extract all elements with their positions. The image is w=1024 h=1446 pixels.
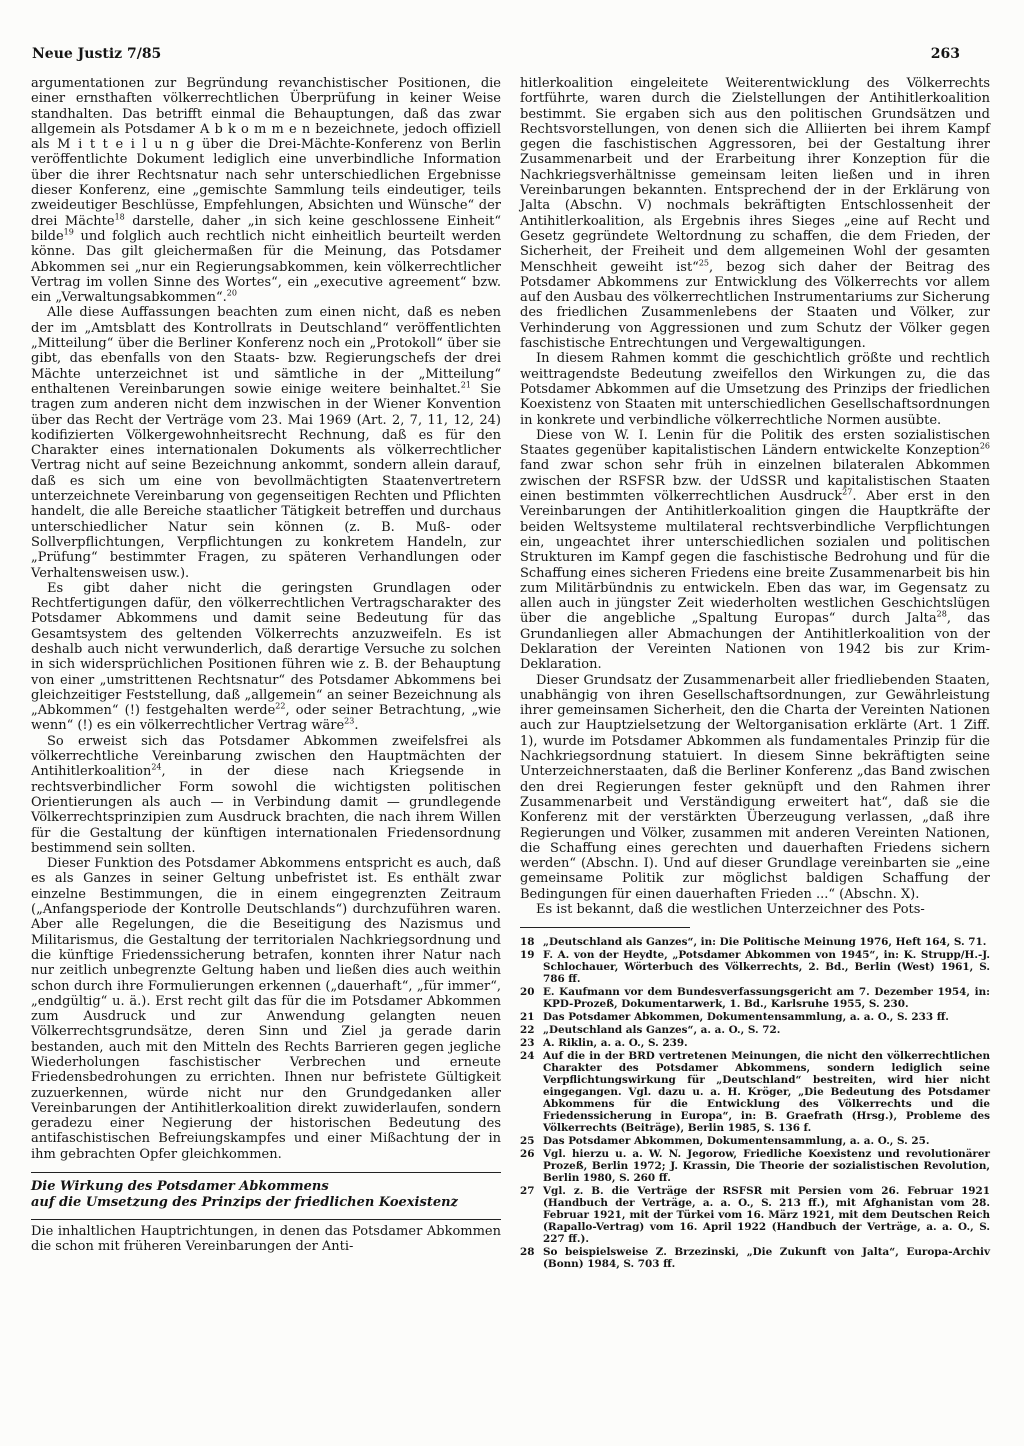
footnote-number: 19 [520, 949, 535, 962]
footnote-number: 18 [520, 936, 535, 949]
footnote-text: E. Kaufmann vor dem Bundesverfassungsgericht am 7. Dezember 1954, in: KPD-Prozeß, Dokumentarwerk, 1. Bd., Karlsruhe 1955, S. 230. [543, 986, 990, 1011]
footnote-text: „Deutschland als Ganzes“, in: Die Politische Meinung 1976, Heft 164, S. 71. [543, 936, 987, 949]
footnote-number: 21 [520, 1011, 535, 1024]
paragraph: Dieser Grundsatz der Zusammenarbeit aller friedliebenden Staaten, unabhängig von ihren Gesellschaftsordnungen, zur Gewährleistung ihrer gemeinsamen Sicherheit, den die Charta der Vereinten Nationen auch zur Hauptzielsetzung der Weltorganisation erklärte (Art. 1 Ziff. 1), wurde im Potsdamer Abkommen als fundamentales Prinzip für die Nachkriegsordnung statuiert. In diesem Sinne bekräftigten seine Unterzeichnerstaaten, daß die Berliner Konferenz „das Band zwischen den drei Regierungen fester geknüpft und den Rahmen ihrer Zusammenarbeit und Verständigung erweitert hat“, daß sie die Konferenz mit der verstärkten Überzeugung verlassen, „daß ihre Regierungen und Völker, zusammen mit anderen Vereinten Nationen, die Schaffung eines gerechten und dauerhaften Friedens sichern werden“ (Abschn. I). Und auf dieser Grundlage vereinbarten sie „eine gemeinsame Politik zur möglichst baldigen Schaffung der Bedingungen für einen dauerhaften Frieden ...“ (Abschn. X). [520, 672, 990, 902]
paragraph: Dieser Funktion des Potsdamer Abkommens entspricht es auch, daß es als Ganzes in seiner Geltung unbefristet ist. Es enthält zwar einzelne Bestimmungen, die in einem eingegrenzten Zeitraum („Anfangsperiode der Kontrolle Deutschlands“) durchzuführen waren. Aber alle Regelungen, die die Beseitigung des Nazismus und Militarismus, die Gestaltung der territorialen Nachkriegsordnung und die künftige Friedenssicherung betrafen, konnten ihrer Natur nach nur zeitlich unbegrenzte Geltung haben und ließen dies auch weithin schon durch ihre Formulierungen erkennen („dauerhaft“, „für immer“, „endgültig“ u. ä.). Erst recht gilt das für die im Potsdamer Abkommen zum Ausdruck und zur Anwendung gelangten neuen Völkerrechtsgrundsätze, deren Sinn und Ziel ja gerade darin bestanden, auch mit den Mitteln des Rechts Barrieren gegen jegliche Wiederholungen faschistischer Verbrechen und erneute Friedensbedrohungen zu errichten. Ihnen nur befristete Gültigkeit zuzuerkennen, würde nicht nur den Grundgedanken aller Vereinbarungen der Antihitlerkoalition direkt zuwiderlaufen, sondern geradezu einer Negierung der historischen Bedeutung des antifaschistischen Befreiungskampfes und einer Mißachtung der in ihm gebrachten Opfer gleichkommen. [31, 856, 501, 1162]
paragraph: In diesem Rahmen kommt die geschichtlich größte und rechtlich weittragendste Bedeutung zweifellos den Wirkungen zu, die das Potsdamer Abkommen auf die Umsetzung des Prinzips der friedlichen Koexistenz von Staaten mit unterschiedlichen Gesellschaftsordnungen in konkrete und verbindliche völkerrechtliche Normen ausübte. [520, 351, 990, 428]
footnote [520, 949, 990, 985]
paragraph: Alle diese Auffassungen beachten zum einen nicht, daß es neben der im „Amtsblatt des Kontrollrats in Deutschland“ veröffentlichten „Mitteilung“ über die Berliner Konferenz noch ein „Protokoll“ über sie gibt, das ebenfalls von den Staats- bzw. Regierungschefs der drei Mächte unterzeichnet ist und sämtliche in der „Mitteilung“ enthaltenen Vereinbarungen sowie einige weitere beinhaltet.$^{21}$ Sie tragen zum anderen nicht dem inzwischen in der Wiener Konvention über das Recht der Verträge vom 23. Mai 1969 (Art. 2, 7, 11, 12, 24) kodifizierten Völkergewohnheitsrecht Rechnung, daß es für den Charakter eines internationalen Dokuments als völkerrechtlicher Vertrag nicht auf seine Bezeichnung ankommt, sondern allein darauf, daß es sich um eine von bevollmächtigten Staatenvertretern unterzeichnete Vereinbarung von gegenseitigen Rechten und Pflichten handelt, die alle Bereiche staatlicher Tätigkeit betreffen und durchaus unterschiedlicher Natur sein können (z. B. Muß- oder Sollverpflichtungen, Verpflichtungen zu konkretem Handeln, zur „Prüfung“ bestimmter Fragen, zu späteren Verhandlungen oder Verhaltensweisen usw.). [31, 305, 501, 581]
footnote-ref[interactable]: 20 [226, 288, 237, 298]
paragraph: argumentationen zur Begründung revanchistischer Positionen, die einer ernsthaften völkerrechtlichen Überprüfung in keiner Weise standhalten. Das betrifft einmal die Behauptungen, daß das zwar allgemein als Potsdamer A b k o m m e n bezeichnete, jedoch offiziell als M i t t e i l u n g über die Drei-Mächte-Konferenz von Berlin veröffentlichte Dokument lediglich eine unverbindliche Information über die ihrer Rechtsnatur nach sehr unterschiedlichen Ergebnisse dieser Konferenz, eine „gemischte Sammlung teils eindeutiger, teils zweideutiger Beschlüsse, Empfehlungen, Absichten und Wünsche“ der drei Mächte$^{18}$ darstelle, daher „in sich keine geschlossene Einheit“ bilde$^{19}$ und folglich auch rechtlich nicht einheitlich beurteilt werden könne. Das gilt gleichermaßen für die Meinung, das Potsdamer Abkommen sei „nur ein Regierungsabkommen, kein völkerrechtlicher Vertrag im vollen Sinne des Wortes“, ein „executive agreement“ bzw. ein „Verwaltungsabkommen“.$^{20}$ [31, 76, 501, 306]
section-divider [31, 1172, 501, 1173]
footnote [520, 1135, 990, 1147]
section-divider [31, 1219, 501, 1220]
footnote [520, 936, 990, 948]
footnote [520, 1037, 990, 1049]
paragraph: Es ist bekannt, daß die westlichen Unterzeichner des Pots- [536, 902, 925, 918]
footnote-text: „Deutschland als Ganzes“, a. a. O., S. 72. [543, 1024, 781, 1037]
paragraph: Diese von W. I. Lenin für die Politik des ersten sozialistischen Staates gegenüber kapitalistischen Ländern entwickelte Konzeption$^{26}$ fand zwar schon sehr früh in einzelnen bilateralen Abkommen zwischen der RSFSR bzw. der UdSSR und kapitalistischen Staaten einen bestimmten völkerrechtlichen Ausdruck$^{27}$. Aber erst in den Vereinbarungen der Antihitlerkoalition gingen die Hauptkräfte der beiden Weltsysteme multilateral rechtsverbindliche Verpflichtungen ein, ungeachtet ihrer unterschiedlichen sozialen und politischen Strukturen im Kampf gegen die faschistische Bedrohung und für die Schaffung eines sicheren Friedens eine breite Zusammenarbeit bis hin zum Militärbündnis zu entwickeln. Eben das war, im Gegensatz zu allen auch in jüngster Zeit wiederholten westlichen Geschichtslügen über die angebliche „Spaltung Europas“ durch Jalta$^{28}$, das Grundanliegen aller Abmachungen der Antihitlerkoalition von der Deklaration der Vereinten Nationen von 1942 bis zur Krim-Deklaration. [520, 427, 990, 673]
footnote [520, 1148, 990, 1184]
left-column [31, 76, 501, 1255]
footnote-ref[interactable]: 22 [275, 701, 286, 711]
footnote [520, 1050, 990, 1134]
footnote-text: Das Potsdamer Abkommen, Dokumentensammlung, a. a. O., S. 233 ff. [543, 1011, 949, 1024]
paragraph: Es gibt daher nicht die geringsten Grundlagen oder Rechtfertigungen dafür, den völkerrechtlichen Vertragscharakter des Potsdamer Abkommens und damit seine Bedeutung für das Gesamtsystem des geltenden Völkerrechts anzuzweifeln. Es ist deshalb auch nicht verwunderlich, daß derartige Versuche zu solchen in sich widersprüchlichen Positionen führen wie z. B. der Behauptung von einer „umstrittenen Rechtsnatur“ des Potsdamer Abkommens bei gleichzeitiger Feststellung, daß „allgemein“ an seiner Bezeichnung als „Abkommen“ (!) festgehalten werde$^{22}$, oder seiner Betrachtung, „wie wenn“ (!) es ein völkerrechtlicher Vertrag wäre$^{23}$. [31, 580, 501, 734]
page-number: 263 [930, 46, 960, 62]
footnote-number: 20 [520, 986, 535, 999]
footnote-text: So beispielsweise Z. Brzezinski, „Die Zukunft von Jalta“, Europa-Archiv (Bonn) 1984, S. 703 ff. [543, 1246, 990, 1271]
footnote-text: Das Potsdamer Abkommen, Dokumentensammlung, a. a. O., S. 25. [543, 1135, 930, 1148]
footnote [520, 986, 990, 1010]
footnote-number: 24 [520, 1050, 535, 1063]
right-column [520, 76, 990, 1271]
footnote-ref[interactable]: 26 [979, 441, 990, 451]
footnote-ref[interactable]: 21 [460, 380, 471, 390]
footnote [520, 1246, 990, 1270]
footnote-ref[interactable]: 19 [63, 227, 74, 237]
paragraph: Die inhaltlichen Hauptrichtungen, in denen das Potsdamer Abkommen die schon mit früheren Vereinbarungen der Anti- [31, 1224, 501, 1255]
footnote-text: A. Riklin, a. a. O., S. 239. [543, 1037, 688, 1050]
footnote-ref[interactable]: 23 [344, 717, 355, 727]
journal-header: Neue Justiz 7/85 [32, 46, 162, 62]
footnote-number: 27 [520, 1185, 535, 1198]
section-heading: Die Wirkung des Potsdamer Abkommens auf die Umsetzung des Prinzips der friedlichen Koexistenz [31, 1179, 458, 1211]
footnote-ref[interactable]: 25 [698, 258, 710, 268]
paragraph: hitlerkoalition eingeleitete Weiterentwicklung des Völkerrechts fortführte, waren durch die Zielstellungen der Antihitlerkoalition bestimmt. Sie ergaben sich aus den politischen Grundsätzen und Rechtsvorstellungen, von denen sich die Alliierten bei ihrem Kampf gegen die faschistischen Aggressoren, bei der Gestaltung ihrer Zusammenarbeit und der Erarbeitung ihrer Konzeption für die Nachkriegsverhältnisse gemeinsam leiten ließen und in ihren Vereinbarungen bekannten. Entsprechend der in der Erklärung von Jalta (Abschn. V) nochmals bekräftigten Entschlossenheit der Antihitlerkoalition, als Ergebnis ihres Sieges „eine auf Recht und Gesetz gegründete Weltordnung zu schaffen, die dem Frieden, der Sicherheit, der Freiheit und dem allgemeinen Wohl der gesamten Menschheit geweiht ist“$^{25}$, bezog sich daher der Beitrag des Potsdamer Abkommens zur Entwicklung des Völkerrechts vor allem auf den Ausbau des völkerrechtlichen Instrumentariums zur Sicherung des friedlichen Zusammenlebens der Staaten und Völker, zur Verhinderung von Aggressionen und zum Schutz der Völker gegen faschistische Entrechtungen und Vergewaltigungen. [520, 76, 990, 352]
footnote-ref[interactable]: 28 [936, 610, 947, 620]
footnote-divider [520, 927, 690, 928]
footnote-text: Auf die in der BRD vertretenen Meinungen, die nicht den völkerrechtlichen Charakter des Potsdamer Abkommens, sondern lediglich seine Verpflichtungswirkung für „Deutschland“ bestreiten, wird hier nicht eingegangen. Vgl. dazu u. a. H. Kröger, „Die Bedeutung des Potsdamer Abkommens für die Entwicklung des Völkerrechts und die Friedenssicherung in Europa“, in: B. Graefrath (Hrsg.), Probleme des Völkerrechts (Beiträge), Berlin 1985, S. 136 f. [543, 1050, 990, 1135]
footnote [520, 1024, 990, 1036]
footnote-text: F. A. von der Heydte, „Potsdamer Abkommen von 1945“, in: K. Strupp/H.-J. Schlochauer, Wörterbuch des Völkerrechts, 2. Bd., Berlin (West) 1961, S. 786 ff. [543, 949, 990, 986]
footnote-number: 28 [520, 1246, 535, 1259]
footnote-number: 26 [520, 1148, 535, 1161]
footnote [520, 1185, 990, 1245]
footnote-number: 25 [520, 1135, 535, 1148]
footnote-ref[interactable]: 27 [842, 487, 853, 497]
paragraph: So erweist sich das Potsdamer Abkommen zweifelsfrei als völkerrechtliche Vereinbarung zwischen den Hauptmächten der Antihitlerkoalition$^{24}$, in der diese nach Kriegsende in rechtsverbindlicher Form sowohl die wichtigsten politischen Orientierungen als auch — in Verbindung damit — grundlegende Völkerrechtsprinzipien zum Ausdruck brachten, die nach ihrem Willen für die Gestaltung der künftigen internationalen Friedensordnung bestimmend sein sollten. [31, 733, 501, 856]
footnote-text: Vgl. hierzu u. a. W. N. Jegorow, Friedliche Koexistenz und revolutionärer Prozeß, Berlin 1972; J. Krassin, Die Theorie der sozialistischen Revolution, Berlin 1980, S. 260 ff. [543, 1148, 990, 1185]
footnote-ref[interactable]: 18 [114, 212, 125, 222]
footnote-number: 23 [520, 1037, 535, 1050]
footnote-number: 22 [520, 1024, 535, 1037]
footnote-ref[interactable]: 24 [151, 763, 162, 773]
footnote-text: Vgl. z. B. die Verträge der RSFSR mit Persien vom 26. Februar 1921 (Handbuch der Verträge, a. a. O., S. 213 ff.), mit Afghanistan vom 28. Februar 1921, mit der Türkei vom 16. März 1921, mit dem Deutschen Reich (Rapallo-Vertrag) vom 16. April 1922 (Handbuch der Verträge, a. a. O., S. 227 ff.). [543, 1185, 990, 1246]
footnotes [520, 936, 990, 1270]
footnote [520, 1011, 990, 1023]
